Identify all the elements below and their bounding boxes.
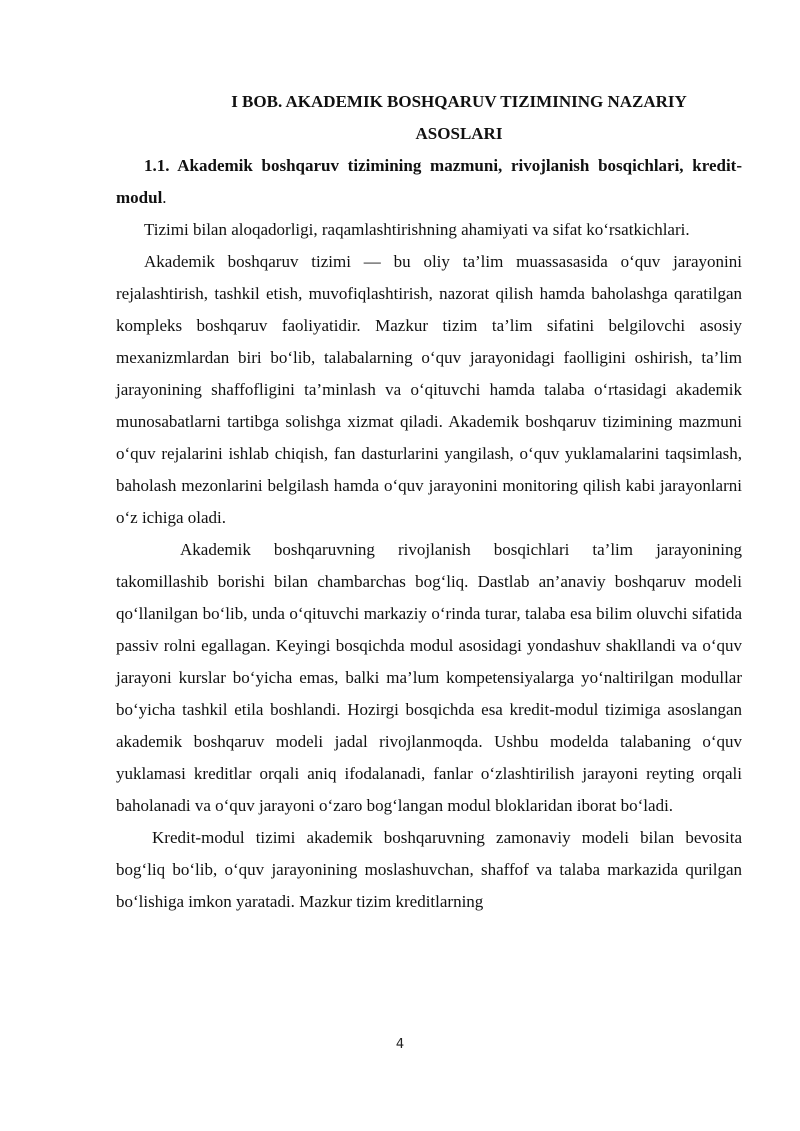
paragraph-4: Kredit-modul tizimi akademik boshqaruvning zamonaviy modeli bilan bevosita bog‘liq bo‘lib, o‘quv jarayonining moslashuvchan, shaffof va talaba markazida qurilgan bo‘lishiga imkon yaratadi. Mazkur tizim kreditlarning bbox=[116, 828, 742, 911]
paragraph-3: Akademik boshqaruvning rivojlanish bosqichlari ta’lim jarayonining takomillashib borishi bilan chambarchas bog‘liq. Dastlab an’anaviy boshqaruv modeli qo‘llanilgan bo‘lib, unda o‘qituvchi markaziy o‘rinda turar, talaba esa bilim oluvchi sifatida passiv rolni egallagan. Keyingi bosqichda modul asosidagi yondashuv shakllandi va o‘quv jarayoni kurslar bo‘yicha emas, balki ma’lum kompetensiyalarga yo‘naltirilgan modullar bo‘yicha tashkil etila boshlandi. Hozirgi bosqichda esa kredit-modul tizimiga asoslangan akademik boshqaruv modeli jadal rivojlanmoqda. Ushbu modelda talabaning o‘quv yuklamasi kreditlar orqali aniq ifodalanadi, fanlar o‘zlashtirilish jarayoni reyting orqali baholanadi va o‘quv jarayoni o‘zaro bog‘langan modul bloklaridan iborat bo‘ladi. bbox=[116, 540, 742, 815]
chapter-heading bbox=[116, 86, 742, 150]
chapter-heading-line-1: I BOB. AKADEMIK BOSHQARUV TIZIMINING NAZARIY bbox=[231, 92, 687, 111]
paragraph-1: Tizimi bilan aloqadorligi, raqamlashtirishning ahamiyati va sifat ko‘rsatkichlari. bbox=[144, 220, 690, 239]
paragraph-2: Akademik boshqaruv tizimi — bu oliy ta’lim muassasasida o‘quv jarayonini rejalashtirish, tashkil etish, muvofiqlashtirish, nazorat qilish hamda baholashga qaratilgan kompleks boshqaruv faoliyatidir. Mazkur tizim ta’lim sifatini belgilovchi asosiy mexanizmlardan biri bo‘lib, talabalarning o‘quv jarayonidagi faolligini oshirish, ta’lim jarayonining shaffofligini ta’minlash va o‘qituvchi hamda talaba o‘rtasidagi akademik munosabatlarni tartibga solishga xizmat qiladi. Akademik boshqaruv tizimining mazmuni o‘quv rejalarini ishlab chiqish, fan dasturlarini yangilash, o‘quv yuklamalarini taqsimlash, baholash mezonlarini belgilash hamda o‘quv jarayonini monitoring qilish kabi jarayonlarni o‘z ichiga oladi. bbox=[116, 252, 742, 527]
page-number: 4 bbox=[395, 1037, 405, 1052]
section-title bbox=[116, 150, 742, 214]
section-title-period: . bbox=[162, 188, 167, 207]
section-title-text: 1.1. Akademik boshqaruv tizimining mazmuni, rivojlanish bosqichlari, kredit-modul bbox=[116, 156, 742, 207]
chapter-heading-line-2: ASOSLARI bbox=[415, 124, 503, 143]
document-page bbox=[116, 86, 742, 918]
